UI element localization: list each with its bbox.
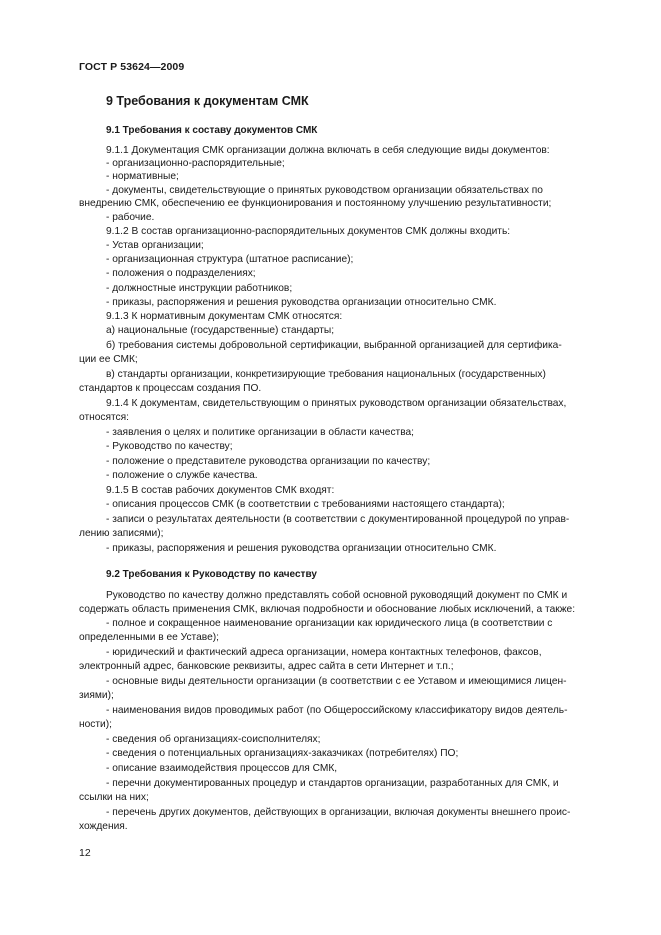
- list-item: - организационно-распорядительные;: [106, 158, 285, 169]
- list-item: - записи о результатах деятельности (в соответствии с документированной процедурой по управ-: [106, 514, 570, 525]
- list-item: - наименования видов проводимых работ (по Общероссийскому классификатору видов деятель-: [106, 705, 568, 716]
- list-item: - приказы, распоряжения и решения руководства организации относительно СМК.: [106, 297, 497, 308]
- list-item: - основные виды деятельности организации (в соответствии с ее Уставом и имеющимися лицен-: [106, 676, 567, 687]
- list-item: - сведения о потенциальных организациях-заказчиках (потребителях) ПО;: [106, 748, 459, 759]
- paragraph-line: 9.1.1 Документация СМК организации должна включать в себя следующие виды документов:: [106, 145, 550, 156]
- list-item: - заявления о целях и политике организации в области качества;: [106, 427, 415, 438]
- list-item: - положение о службе качества.: [106, 470, 258, 481]
- paragraph-line: Руководство по качеству должно представлять собой основной руководящий документ по СМК и: [106, 590, 568, 601]
- paragraph-line: содержать область применения СМК, включая подробности и обоснование любых исключений, а также:: [79, 604, 576, 615]
- list-item: - положения о подразделениях;: [106, 268, 256, 279]
- list-item: - документы, свидетельствующие о принятых руководством организации обязательствах по: [106, 185, 543, 196]
- list-item: - организационная структура (штатное расписание);: [106, 254, 354, 265]
- paragraph-line: 9.1.3 К нормативным документам СМК относятся:: [106, 311, 343, 322]
- paragraph-line: относятся:: [79, 412, 130, 423]
- list-item: - нормативные;: [106, 171, 179, 182]
- standard-header: ГОСТ Р 53624—2009: [79, 61, 185, 73]
- subsection-title-9-1: 9.1 Требования к составу документов СМК: [106, 125, 318, 136]
- section-title: 9 Требования к документам СМК: [106, 94, 309, 108]
- paragraph-line: определенными в ее Уставе);: [79, 632, 219, 643]
- list-item: в) стандарты организации, конкретизирующие требования национальных (государственных): [106, 369, 546, 380]
- list-item: - Руководство по качеству;: [106, 441, 233, 452]
- page-number: 12: [79, 847, 91, 859]
- list-item: - рабочие.: [106, 212, 155, 223]
- list-item: - приказы, распоряжения и решения руководства организации относительно СМК.: [106, 543, 497, 554]
- list-item: - описание взаимодействия процессов для СМК,: [106, 763, 338, 774]
- list-item: - сведения об организациях-соисполнителях;: [106, 734, 321, 745]
- paragraph-line: 9.1.4 К документам, свидетельствующим о принятых руководством организации обязательствах,: [106, 398, 567, 409]
- list-item: - должностные инструкции работников;: [106, 283, 293, 294]
- paragraph-line: лению записями);: [79, 528, 164, 539]
- list-item: - Устав организации;: [106, 240, 204, 251]
- list-item: б) требования системы добровольной сертификации, выбранной организацией для сертифика-: [106, 340, 562, 351]
- list-item: - полное и сокращенное наименование организации как юридического лица (в соответствии с: [106, 618, 553, 629]
- paragraph-line: внедрению СМК, обеспечению ее функционирования и постоянному улучшению результативности;: [79, 198, 552, 209]
- list-item: а) национальные (государственные) стандарты;: [106, 325, 335, 336]
- paragraph-line: стандартов к процессам создания ПО.: [79, 383, 262, 394]
- list-item: - описания процессов СМК (в соответствии с требованиями настоящего стандарта);: [106, 499, 505, 510]
- list-item: - перечни документированных процедур и стандартов организации, разработанных для СМК, и: [106, 778, 559, 789]
- paragraph-line: ссылки на них;: [79, 792, 149, 803]
- paragraph-line: зиями);: [79, 690, 114, 701]
- paragraph-line: ности);: [79, 719, 112, 730]
- paragraph-line: электронный адрес, банковские реквизиты, адрес сайта в сети Интернет и т.п.;: [79, 661, 454, 672]
- paragraph-line: 9.1.2 В состав организационно-распорядительных документов СМК должны входить:: [106, 226, 511, 237]
- paragraph-line: хождения.: [79, 821, 128, 832]
- paragraph-line: 9.1.5 В состав рабочих документов СМК входят:: [106, 485, 335, 496]
- paragraph-line: ции ее СМК;: [79, 354, 138, 365]
- list-item: - перечень других документов, действующих в организации, включая документы внешнего проис-: [106, 807, 571, 818]
- list-item: - положение о представителе руководства организации по качеству;: [106, 456, 431, 467]
- subsection-title-9-2: 9.2 Требования к Руководству по качеству: [106, 569, 317, 580]
- list-item: - юридический и фактический адреса организации, номера контактных телефонов, факсов,: [106, 647, 542, 658]
